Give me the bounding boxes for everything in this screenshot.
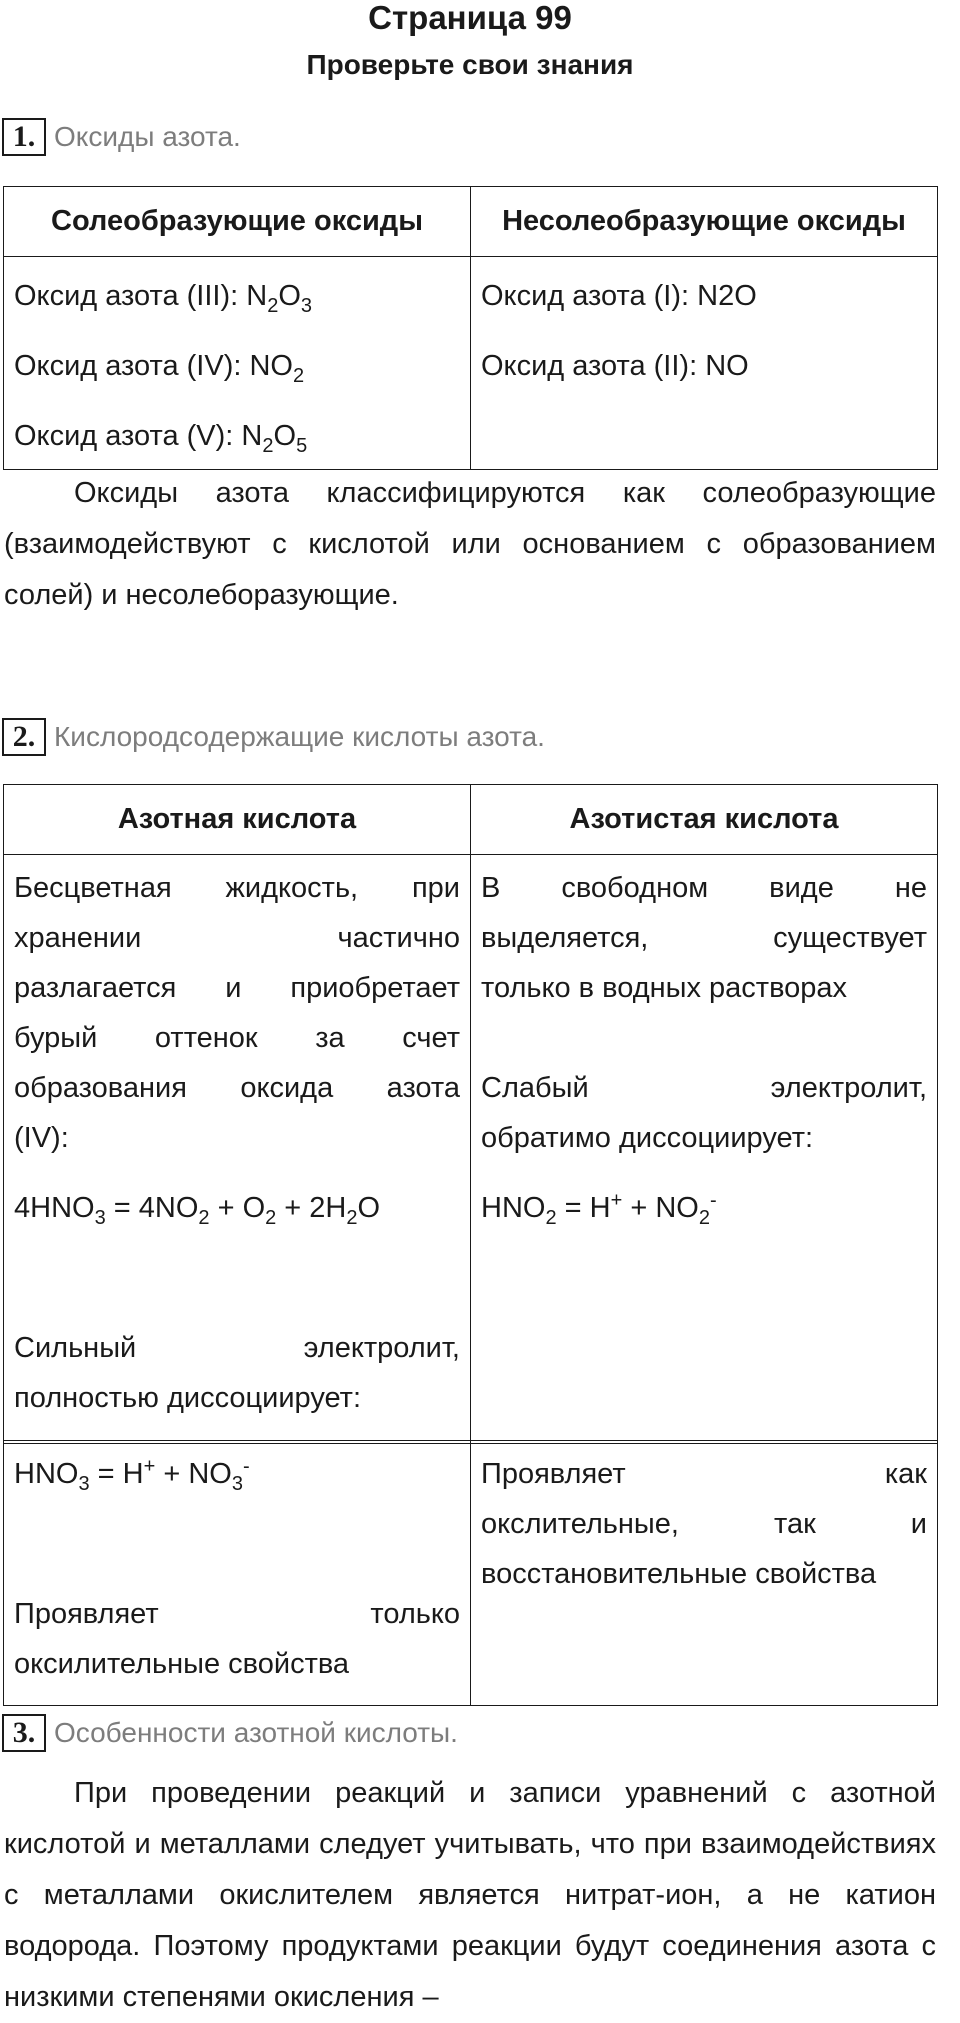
- text-line: выделяется, существует: [481, 922, 927, 954]
- text-line: только в водных растворах: [481, 972, 848, 1004]
- oxide-item: Оксид азота (II): NO: [481, 350, 749, 382]
- text-line: образования оксида азота: [14, 1072, 460, 1104]
- nitric-acid-cell: [4, 1441, 471, 1706]
- page-title: Страница 99: [368, 0, 572, 36]
- text-line: полностью диссоциирует:: [14, 1382, 362, 1414]
- text-line: обратимо диссоциирует:: [481, 1122, 814, 1154]
- table-header: Несолеобразующие оксиды: [471, 187, 938, 257]
- oxide-item: Оксид азота (IV): $NO_2$: [14, 350, 305, 387]
- task-1-paragraph: Оксиды азота классифицируются как солеобразующие (взаимодействуют с кислотой или основанием с образованием солей) и несолеборазующие.: [4, 477, 936, 611]
- non-salt-forming-cell: [471, 257, 938, 470]
- task-1-heading: [2, 118, 241, 156]
- text-line: оксилительные свойства: [14, 1648, 350, 1680]
- task-label: Кислородсодержащие кислоты азота.: [54, 721, 545, 752]
- text-line: восстановительные свойства: [481, 1558, 877, 1590]
- oxide-item: Оксид азота (I): N2O: [481, 280, 757, 312]
- text-line: Бесцветная жидкость, при: [14, 872, 460, 904]
- table-header: Азотная кислота: [4, 785, 471, 855]
- text-line: хранении частично: [14, 922, 460, 954]
- acids-table-continued: [3, 1440, 938, 1706]
- oxide-item: Оксид азота (V): $N_2O_5$: [14, 420, 308, 457]
- table-header: Солеобразующие оксиды: [4, 187, 471, 257]
- dissociation-equation: $HNO_3 = H^+ + NO_3^-$: [14, 1455, 250, 1495]
- table-header: Азотистая кислота: [471, 785, 938, 855]
- task-label: Особенности азотной кислоты.: [54, 1717, 458, 1748]
- nitric-acid-cell: [4, 855, 471, 1444]
- text-line: бурый оттенок за счет: [14, 1022, 460, 1054]
- text-line: В свободном виде не: [481, 872, 927, 904]
- text-line: Проявляет только: [14, 1598, 460, 1630]
- text-line: Сильный электролит,: [14, 1332, 460, 1364]
- dissociation-equation: $HNO_2 = H^+ + NO_2^-$: [481, 1189, 717, 1229]
- oxides-table: [3, 186, 938, 470]
- acids-table: [3, 784, 938, 1444]
- decomposition-equation: $4HNO_3 = 4NO_2 + O_2 + 2H_2O$: [14, 1192, 381, 1229]
- task-3-paragraph: При проведении реакций и записи уравнений с азотной кислотой и металлами следует учитывать, что при взаимодействиях с металлами окислителем является нитрат-ион, а не катион водорода. Поэтому продуктами реакции будут соединения азота с низкими степенями окисления –: [4, 1777, 936, 2013]
- text-line: (IV):: [14, 1122, 69, 1154]
- task-number: 2.: [2, 718, 46, 756]
- task-number: 3.: [2, 1714, 46, 1752]
- task-2-heading: [2, 718, 545, 756]
- text-line: разлагается и приобретает: [14, 972, 460, 1004]
- task-label: Оксиды азота.: [54, 121, 241, 152]
- salt-forming-cell: [4, 257, 471, 470]
- nitrous-acid-cell: [471, 1441, 938, 1706]
- text-line: окслительные, так и: [481, 1508, 927, 1540]
- text-line: Проявляет как: [481, 1458, 927, 1490]
- task-number: 1.: [2, 118, 46, 156]
- nitrous-acid-cell: [471, 855, 938, 1444]
- oxide-item: Оксид азота (III): $N_2O_3$: [14, 280, 313, 317]
- text-line: Слабый электролит,: [481, 1072, 927, 1104]
- page-subtitle: Проверьте свои знания: [306, 49, 634, 80]
- task-3-heading: [2, 1714, 458, 1752]
